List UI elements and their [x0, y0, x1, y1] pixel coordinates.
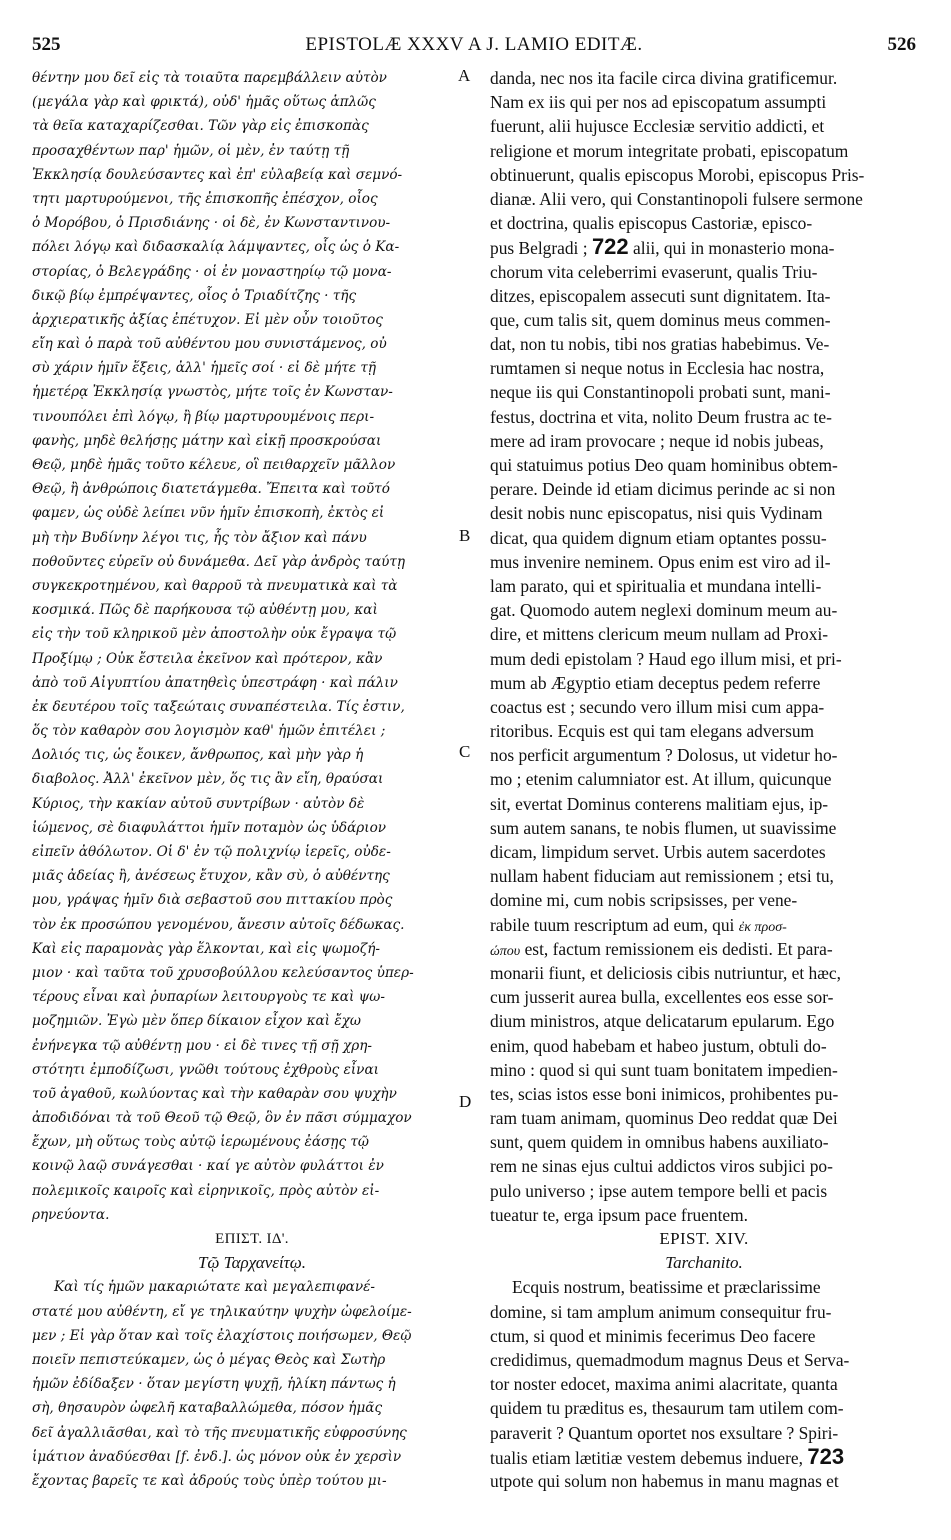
latin-epistle-body — [490, 1275, 918, 1493]
text-line: διαβολος. Ἀλλ' ἐκεῖνον μὲν, ὅς τις ἂν εἴη, θραύσαι — [32, 771, 384, 788]
text-line: τοῦ ἀγαθοῦ, κωλύοντας καὶ τὴν καθαρὰν σου ψυχὴν — [32, 1085, 397, 1102]
greek-epistle-addressee: Τῷ Ταρχανείτῳ. — [197, 1253, 307, 1273]
text-line: τὸν ἐκ προσώπου γενομένου, ἄνεσιν αὐτοῖς δέδωκας. — [32, 916, 405, 933]
text-line: φαμεν, ὡς οὐδὲ λείπει νῦν ἡμῖν ἐπισκοπὴ, ἐκτὸς εἰ — [32, 505, 385, 522]
greek-epistle-heading: ΕΠΙΣΤ. ΙΔ'. — [215, 1231, 289, 1247]
text-line: ἔχων, μὴ οὕτως τοὺς αὐτῷ ἱερωμένους ἐάσῃς τῷ — [32, 1134, 369, 1151]
text-line: ἀποδιδόναι τὰ τοῦ Θεοῦ τῷ Θεῷ, ὃν ἐν πᾶσι σύμμαχον — [32, 1110, 412, 1127]
running-header — [32, 34, 916, 62]
text-line: utpote qui solum non habemus in manu magnas et — [490, 1470, 839, 1491]
page-number-right: 526 — [887, 34, 916, 55]
page-marker: 722 — [591, 235, 629, 260]
text-line: dicat, qua quidem dignum etiam optantes possu- — [490, 527, 827, 548]
text-line: danda, nec nos ita facile circa divina gratificemur. — [490, 68, 838, 88]
text-line: dium ministros, atque delicatarum epularum. Ego — [490, 1011, 835, 1032]
greek-text-body — [32, 66, 472, 1227]
text-line: θέντην μου δεῖ εἰς τὰ τοιαῦτα παρεμβάλλειν αὐτὸν — [32, 70, 387, 86]
text-line: ποθοῦντες εὑρεῖν οὐ δυνάμεθα. Δεῖ γὰρ ἀνδρὸς ταύτῃ — [32, 553, 406, 570]
text-line: πόλει λόγῳ καὶ διδασκαλίᾳ λάμψαντες, οἷς ὡς ὁ Κα- — [32, 239, 400, 256]
greek-epistle-body — [32, 1275, 472, 1493]
text-line: ἐκ δευτέρου τοῖς ταξεώταις συναπέστειλα. Τίς ἐστιν, — [32, 698, 405, 715]
text-line: qui statuimus potius Deo quam hominibus obtem- — [490, 455, 838, 475]
text-line: nos perficit argumentum ? Dolosus, ut videtur ho- — [490, 745, 838, 766]
text-segment: alii, qui in monasterio mona- — [633, 238, 835, 259]
text-line: εἰπεῖν ἀθόλωτον. Οἱ δ' ἐν τῷ πολιχνίῳ ἱερεῖς, οὐδε- — [32, 844, 391, 860]
text-line: μιον · καὶ ταῦτα τοῦ χρυσοβούλλου κελεύσαντος ὑπερ- — [32, 964, 414, 981]
text-line: προσαχθέντων παρ' ἡμῶν, οἱ μὲν, ἐν ταύτῃ τῇ — [32, 142, 350, 159]
text-line: ctum, si quod et minimis fecerimus Deo facere — [490, 1325, 816, 1346]
text-line: sunt, quem quidem in omnibus habens auxiliato- — [490, 1132, 829, 1153]
text-line: ποιεῖν πεπιστεύκαμεν, ὡς ὁ μέγας Θεὸς καὶ Σωτὴρ — [32, 1351, 386, 1368]
text-line: ὅς τὸν καθαρὸν σου λογισμὸν καθ' ἡμῶν ἐπιτέλει ; — [32, 723, 386, 740]
text-line: δικῷ βίῳ ἐμπρέψαντες, οἷος ὁ Τριαδίτζης · τῆς — [32, 287, 357, 304]
greek-insert: ἐκ προσ- — [738, 919, 787, 935]
text-line: tueatur te, erga ipsum pace fruentem. — [490, 1204, 749, 1225]
text-line: dire, et mittens clericum meum nullam ad Proxi- — [490, 624, 829, 645]
text-line: pulo universo ; ipse autem tempore belli et pacis — [490, 1180, 828, 1201]
margin-letter-d: D — [459, 1092, 472, 1111]
text-segment: pus Belgradi ; — [490, 238, 588, 259]
text-line: obtinuerunt, qualis episcopus Morobi, episcopus Pris- — [490, 164, 865, 185]
text-line: συγκεκροτημένου, καὶ θαρροῦ τὰ πνευματικὰ καὶ τὰ — [32, 577, 398, 594]
text-line: φανὴς, μηδὲ θελήσῃς μάτην καὶ εἰκῇ προσκρούσαι — [32, 432, 382, 449]
text-line: mere ad iram provocare ; neque id nobis jubeas, — [490, 430, 824, 451]
text-line: σὴ, θησαυρὸν ὠφελῆ καταβαλλώμεθα, πόσον ἡμᾶς — [32, 1400, 383, 1417]
text-line: mus invenire neminem. Opus enim est viro ad il- — [490, 551, 831, 572]
text-line: coactus est ; secundo vero illum misi cum appa- — [490, 696, 825, 717]
text-line: perare. Deinde id etiam dicimus perinde ac si non — [490, 479, 836, 500]
text-line: Καὶ εἰς παραμονὰς γὰρ ἕλκονται, καὶ εἰς ψωμοζή- — [32, 940, 380, 957]
text-line: ἀπὸ τοῦ Αἰγυπτίου ἀπατηθεὶς ὑπεστράφη · καὶ πάλιν — [32, 674, 398, 691]
text-line — [490, 1445, 918, 1469]
latin-epistle-addressee: Tarchanito. — [665, 1253, 743, 1273]
text-line: Καὶ τίς ἡμῶν μακαριώτατε καὶ μεγαλεπιφανέ- — [54, 1279, 375, 1296]
text-line: μὴ τὴν Βυδίνην λέγοι τις, ἧς τὸν ἄξιον καὶ πάνυ — [32, 529, 367, 546]
text-line: et doctrina, qualis episcopus Castoriæ, episco- — [490, 213, 813, 234]
text-line: enim, quod habebam et habeo justum, obtuli do- — [490, 1035, 827, 1056]
text-line: Θεῷ, ἢ ἀνθρώποις διατετάγμεθα. Ἔπειτα καὶ τοῦτό — [32, 481, 390, 498]
text-line: μεν ; Εἰ γὰρ ὅταν καὶ τοῖς ἐλαχίστοις ποιήσωμεν, Θεῷ — [32, 1327, 412, 1344]
text-line: (μεγάλα γὰρ καὶ φρικτά), οὐδ' ἡμᾶς οὕτως ἁπλῶς — [32, 94, 376, 111]
text-segment: rabile tuum rescriptum ad eum, qui — [490, 914, 735, 935]
text-line — [490, 937, 918, 961]
text-line: mum dedi epistolam ? Haud ego illum misi, et pri- — [490, 648, 842, 669]
text-line: rumtamen si neque notus in Ecclesia hac nostra, — [490, 358, 825, 379]
text-line: ἡμετέρᾳ Ἐκκλησίᾳ γνωστὸς, μήτε τοῖς ἐν Κωνσταν- — [32, 384, 393, 401]
text-line: Προξίμῳ ; Οὐκ ἔστειλα ἐκεῖνον καὶ πρότερον, κἂν — [32, 650, 383, 667]
text-line: ἐνήνεγκα τῷ αὐθέντῃ μου · εἰ δὲ τινες τῇ σῇ χρη- — [32, 1037, 372, 1054]
text-line: ἀρχιερατικῆς ἀξίας ἐπέτυχον. Εἰ μὲν οὖν τοιοῦτος — [32, 311, 383, 328]
text-line: ἰώμενος, σὲ διαφυλάττοι ἡμῖν ποταμὸν ὡς ὑδάριον — [32, 819, 387, 836]
text-line: στατέ μου αὐθέντη, εἴ γε τηλικαύτην ψυχὴν ὠφελοίμε- — [32, 1303, 412, 1320]
margin-letter-b: B — [459, 526, 471, 545]
text-line: Ἐκκλησίᾳ δουλεύσαντες καὶ ἐπ' εὐλαβείᾳ καὶ σεμνό- — [32, 166, 403, 183]
text-line: dicam, limpidum servet. Urbis autem sacerdotes — [490, 842, 826, 862]
text-line: domine mi, cum nobis scripsisses, per vene- — [490, 890, 798, 911]
text-line: domine, si tam amplum animum consequitur fru- — [490, 1301, 832, 1322]
text-line: ἔχοντας βαρεῖς τε καὶ ἀδρούς τοὺς ὑπὲρ τούτου μι- — [32, 1472, 387, 1489]
text-line: στορίας, ὁ Βελεγράδης · οἱ ἐν μοναστηρίῳ τῷ μονα- — [32, 263, 392, 280]
text-line: πολεμικοῖς καιροῖς καὶ εἰρηνικοῖς, πρὸς αὐτὸν εἰ- — [32, 1182, 380, 1199]
text-line: desit nobis nunc episcopatus, nisi quis Vydinam — [490, 503, 823, 524]
text-line: μιᾶς ἀδείας ἢ, ἀνέσεως ἔτυχον, κἂν σὺ, ὁ αὐθέντης — [32, 868, 390, 885]
text-line: religione et morum integritate probati, episcopatum — [490, 140, 849, 161]
text-line: Θεῷ, μηδὲ ἡμᾶς τοῦτο κέλευε, οἳ πειθαρχεῖν μᾶλλον — [32, 457, 396, 473]
text-line: neque iis qui Constantinopoli probati sunt, mani- — [490, 382, 831, 403]
greek-insert: ώπου — [490, 943, 521, 959]
text-line: δεῖ ἀγαλλιᾶσθαι, καὶ τὸ τῆς πνευματικῆς εὐφροσύνης — [32, 1424, 407, 1441]
page-marker: 723 — [807, 1444, 845, 1469]
text-line: credidimus, quemadmodum magnus Deus et Serva- — [490, 1349, 850, 1370]
text-line: fuerunt, alii hujusce Ecclesiæ servitio addicti, et — [490, 116, 825, 137]
text-line: εἰς τὴν τοῦ κληρικοῦ μὲν ἀποστολὴν οὐκ ἔγραψα τῷ — [32, 626, 397, 643]
text-line: ram tuam animam, quominus Deo reddat quæ Dei — [490, 1108, 838, 1129]
text-line: ditzes, episcopalem assecuti sunt dignitatem. Ita- — [490, 285, 831, 306]
margin-letter-a: A — [458, 66, 471, 85]
text-line: ὁ Μορόβου, ὁ Πρισδιάνης · οἱ δὲ, ἐν Κωνσταντινου- — [32, 215, 391, 232]
latin-column — [490, 66, 918, 1493]
text-line: rem ne sinas ejus cultui addictos viros subjici po- — [490, 1156, 833, 1177]
text-line: ἡμῶν ἐδίδαξεν · ὅταν μεγίστη ψυχῇ, ἡλίκη πάντως ἡ — [32, 1376, 396, 1393]
text-line: tor noster edocet, maxima animi alacritate, quanta — [490, 1374, 838, 1395]
text-line: paraverit ? Quantum oportet nos exsultare ? Spiri- — [490, 1422, 839, 1443]
text-line: dianæ. Alii vero, qui Constantinopoli fulsere sermone — [490, 188, 863, 209]
text-line — [490, 235, 918, 259]
text-line: cum jusserit aurea bulla, excellentes eos esse sor- — [490, 987, 834, 1008]
text-line: τέρους εἶναι καὶ ῥυπαρίων λειτουργοὺς τε καὶ ψω- — [32, 989, 385, 1006]
text-line: sit, evertat Dominus conterens malitiam ejus, ip- — [490, 793, 829, 814]
text-line: sum autem sanans, te nobis flumen, ut suavissime — [490, 817, 837, 838]
text-line: τητι μαρτυρούμενοι, τῆς ἐπισκοπῆς ἐπέσχον, οἷος — [32, 190, 378, 207]
text-line: κοινῷ λαῷ συνάγεσθαι · καί γε αὐτὸν φυλάττοι ἐν — [32, 1158, 384, 1175]
text-line: quidem tu præditus es, thesaurum tam utilem com- — [490, 1398, 844, 1419]
margin-letter-c: C — [459, 742, 471, 761]
text-line: nullam habent fiduciam aut remissionem ; etsi tu, — [490, 866, 834, 887]
text-line: κοσμικά. Πῶς δὲ παρήκουσα τῷ αὐθέντῃ μου, καὶ — [32, 602, 378, 619]
text-line: ritoribus. Ecquis est qui tam elegans adversum — [490, 721, 815, 742]
text-line: lam parato, qui et spiritualia et mundana intelli- — [490, 575, 822, 596]
text-line — [490, 913, 918, 937]
text-line: festus, doctrina et vita, nolito Deum frustra ac te- — [490, 406, 832, 427]
running-title: EPISTOLÆ XXXV A J. LAMIO EDITÆ. — [305, 34, 643, 55]
text-line: tes, scias istos esse boni inimicos, prohibentes pu- — [490, 1083, 839, 1104]
text-line: mino : quod si qui sunt tuam bonitatem impedien- — [490, 1059, 838, 1080]
text-line: μου, γράψας ἡμῖν διὰ σεβαστοῦ σου πιττακίου πρὸς — [32, 892, 393, 909]
text-line: Δολιός τις, ὡς ἔοικεν, ἄνθρωπος, καὶ μὴν γὰρ ἡ — [32, 747, 364, 764]
latin-epistle-heading: EPIST. XIV. — [659, 1229, 749, 1248]
text-line: chorum vita celeberrimi evaserunt, qualis Triu- — [490, 261, 818, 282]
page-number-left: 525 — [32, 34, 61, 55]
text-line: dat, non tu nobis, tibi nos gratias habebimus. Ve- — [490, 334, 830, 355]
text-line: ρηνεύοντα. — [32, 1206, 110, 1223]
text-line: μοζημιῶν. Ἐγὼ μὲν ὅπερ δίκαιον εἶχον καὶ ἔχω — [32, 1013, 361, 1030]
text-line: στότητι ἐμποδίζωσι, γνῶθι τούτους ἐχθροὺς εἶναι — [32, 1061, 379, 1078]
text-line: Nam ex iis qui per nos ad episcopatum assumpti — [490, 92, 827, 113]
text-line: monarii fiunt, et deliciosis cibis nutriuntur, et hæc, — [490, 962, 841, 983]
text-line: gat. Quomodo autem neglexi dominum meum au- — [490, 600, 838, 621]
text-line: τινουπόλει ἐπὶ λόγῳ, ἢ βίῳ μαρτυρουμένοις περι- — [32, 408, 375, 425]
text-line: τὰ θεῖα καταχαρίζεσθαι. Τῶν γὰρ εἰς ἐπισκοπὰς — [32, 118, 369, 135]
text-line: εἴη καὶ ὁ παρὰ τοῦ αὐθέντου μου συνιστάμενος, οὐ — [32, 336, 387, 353]
text-segment: tualis etiam lætitiæ vestem debemus induere, — [490, 1447, 803, 1468]
text-line: que, cum talis sit, quem dominus meus commen- — [490, 309, 831, 330]
text-line: mo ; etenim calumniator est. At illum, quicunque — [490, 769, 832, 790]
text-line: ἱμάτιον ἀναδύεσθαι [f. ἐνδ.]. ὡς μόνον οὐκ ἐν χερσὶν — [32, 1448, 402, 1465]
latin-text-body — [490, 66, 918, 1227]
text-segment: est, factum remissionem eis dedisti. Et para- — [524, 938, 833, 959]
text-line: Ecquis nostrum, beatissime et præclarissime — [512, 1277, 821, 1298]
text-line: Κύριος, τὴν κακίαν αὐτοῦ συντρίβων · αὐτὸν δὲ — [32, 795, 365, 812]
greek-column — [32, 66, 472, 1493]
text-line: σὺ χάριν ἡμῖν ἕξεις, ἀλλ' ἡμεῖς σοί · εἰ δὲ μήτε τῇ — [32, 360, 377, 377]
text-line: mum ab Ægyptio etiam deceptus pedem referre — [490, 672, 821, 693]
